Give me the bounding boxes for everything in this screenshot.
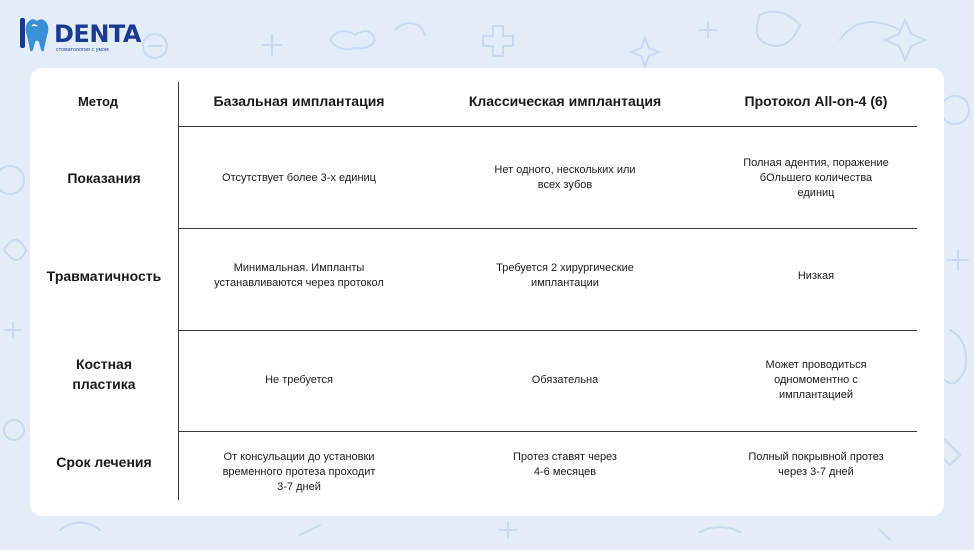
row-divider [179, 431, 917, 432]
row-divider [179, 228, 917, 229]
logo-name: DENTA [54, 20, 141, 48]
tooth-icon [20, 16, 54, 54]
logo-tagline: стоматология с умом [56, 47, 109, 53]
column-divider [178, 82, 179, 500]
row-label-indications: Показания [67, 170, 141, 186]
header-classic-implantation: Классическая имплантация [468, 93, 662, 109]
table-cell: Полная адентия, поражение бОльшего количества единиц [743, 156, 889, 199]
table-cell: От консульации до установки временного протеза проходит 3-7 дней [222, 451, 376, 493]
row-label-bone-grafting: Костная пластика [72, 356, 136, 392]
row-divider [179, 330, 917, 331]
table-cell: Нет одного, нескольких или всех зубов [494, 164, 636, 191]
row-label-trauma: Травматичность [46, 268, 162, 284]
header-method: Метод [77, 93, 119, 109]
table-cell: Протез ставят через 4-6 месяцев [513, 451, 617, 478]
table-cell: Обязательна [531, 373, 599, 386]
row-divider [179, 126, 917, 127]
row-label-treatment-time: Срок лечения [56, 454, 152, 470]
table-cell: Требуется 2 хирургические имплантации [496, 262, 634, 289]
header-basal-implantation: Базальная имплантация [213, 93, 385, 109]
table-cell: Не требуется [265, 373, 333, 386]
table-cell: Минимальная. Импланты устанавливаются через протокол [214, 262, 384, 289]
header-all-on-4: Протокол All-on-4 (6) [744, 93, 888, 109]
table-cell: Полный покрывной протез через 3-7 дней [748, 451, 884, 478]
table-cell: Отсутствует более 3-х единиц [222, 171, 376, 184]
table-cell: Низкая [797, 269, 835, 282]
table-cell: Может проводиться одномоментно с имплантацией [765, 358, 867, 401]
comparison-card [30, 68, 944, 516]
